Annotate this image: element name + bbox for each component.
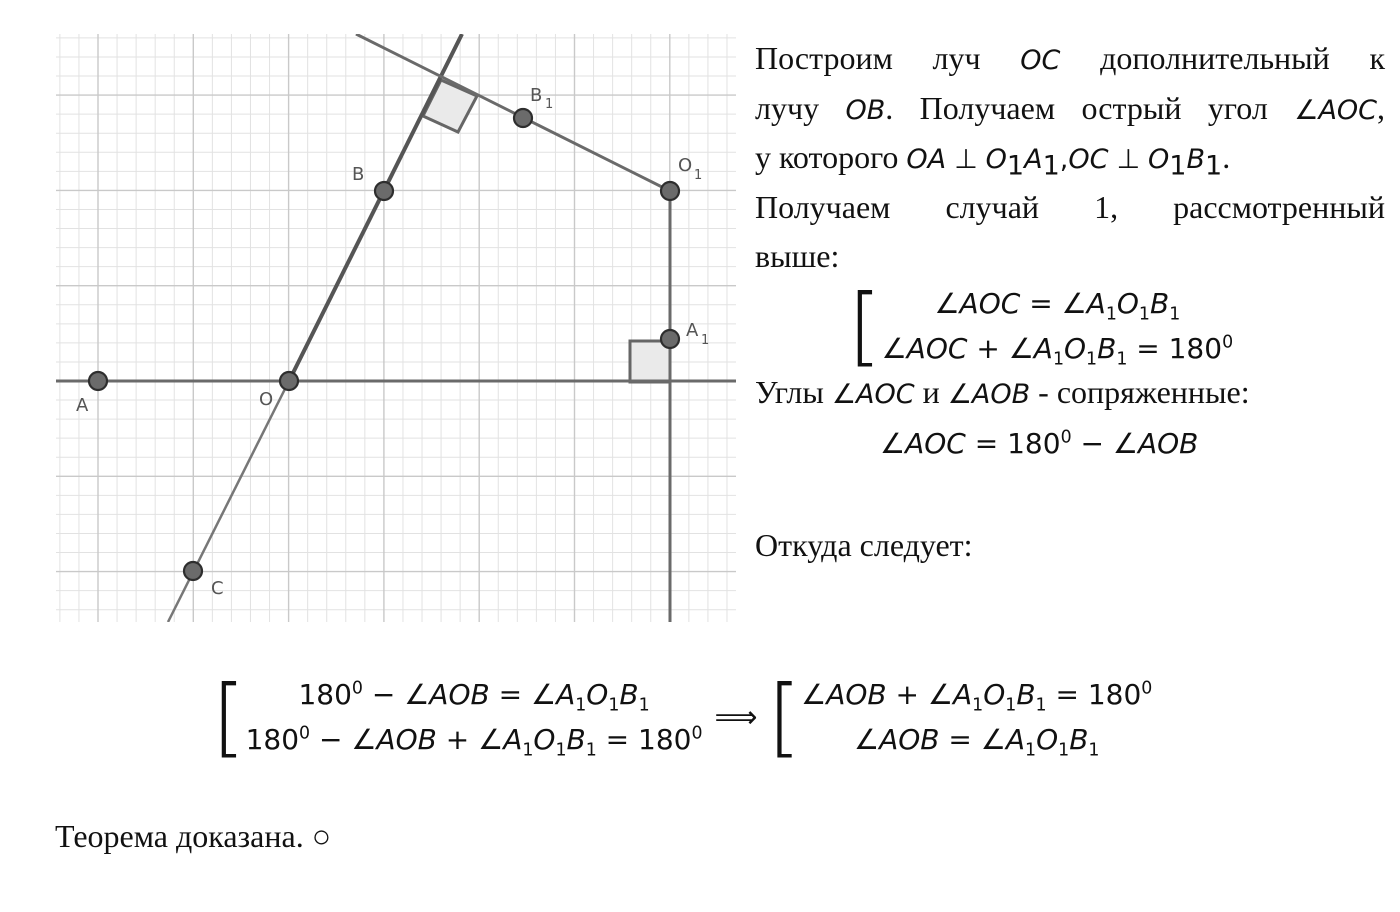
right-angle-marker-b1 [423, 80, 477, 132]
point-b1 [514, 109, 532, 127]
label-c: C [211, 578, 224, 599]
point-c [184, 562, 202, 580]
label-b1: B [530, 85, 543, 106]
equation-system-1: [ ∠AOC = $\angle A_1O_1B_1$ ∠AOC + $\angle A_1O_1B_1 = 180^0$ [848, 276, 1234, 376]
grid-minor [56, 34, 736, 622]
geometry-figure [56, 34, 736, 622]
label-b: B [352, 164, 365, 185]
label-o: O [259, 389, 274, 410]
point-a [89, 372, 107, 390]
equation-system-2: [ $180^0$ − ∠AOB = $\angle A_1O_1B_1$ $180^0$ − ∠AOB + $\angle A_1O_1B_1 = 180^0$ ⟹ [ ∠AOB + $\angle A_1O_1B_1 = 180^0$ ∠AOB = $\angle A_1O_1B_1$ [212, 667, 1153, 767]
text-line-8: Теорема доказана. ○ [55, 818, 332, 854]
eq-sys2-row2: $180^0$ − ∠AOB + $\angle A_1O_1B_1 = 180^0$ [245, 723, 703, 761]
eq-sys3-row2: ∠AOB = $\angle A_1O_1B_1$ [854, 723, 1100, 761]
point-o1 [661, 182, 679, 200]
label-a: A [76, 395, 89, 416]
ray-ob [289, 34, 462, 381]
implies-arrow: ⟹ [714, 699, 758, 735]
label-a1: A [686, 320, 699, 341]
text-line-2: лучу OB. Получаем острый угол ∠AOC, [755, 89, 1386, 126]
text-line-1: Построим луч OC дополнительный к [755, 40, 1386, 76]
text-line-6: Углы ∠AOC и ∠AOB - сопряженные: [755, 374, 1250, 410]
eq-sys1-row1: ∠AOC = $\angle A_1O_1B_1$ [934, 287, 1181, 325]
equation-aoc: ∠AOC = $180^0$ − ∠AOB [880, 427, 1199, 460]
eq-sys1-row2: ∠AOC + $\angle A_1O_1B_1 = 180^0$ [881, 332, 1234, 370]
label-b1-sub: 1 [545, 97, 554, 112]
point-a1 [661, 330, 679, 348]
label-a1-sub: 1 [701, 333, 710, 348]
eq-sys2-row1: $180^0$ − ∠AOB = $\angle A_1O_1B_1$ [298, 678, 650, 716]
eq-sys3-row1: ∠AOB + $\angle A_1O_1B_1 = 180^0$ [801, 678, 1153, 716]
point-o [280, 372, 298, 390]
label-o1-sub: 1 [694, 168, 703, 183]
text-line-4: Получаем случай 1, рассмотренный [755, 188, 1385, 225]
right-angle-marker-o1 [630, 341, 670, 382]
text-line-7: Откуда следует: [755, 527, 973, 563]
text-line-3: у которого OA ⊥ $O_1A_1,OC$ ⊥ $O_1B_1$. [755, 139, 1231, 182]
point-b [375, 182, 393, 200]
proof-paragraph [755, 34, 1385, 282]
ray-oc [168, 381, 289, 622]
label-o1: O [678, 155, 693, 176]
text-line-5: выше: [755, 238, 840, 274]
